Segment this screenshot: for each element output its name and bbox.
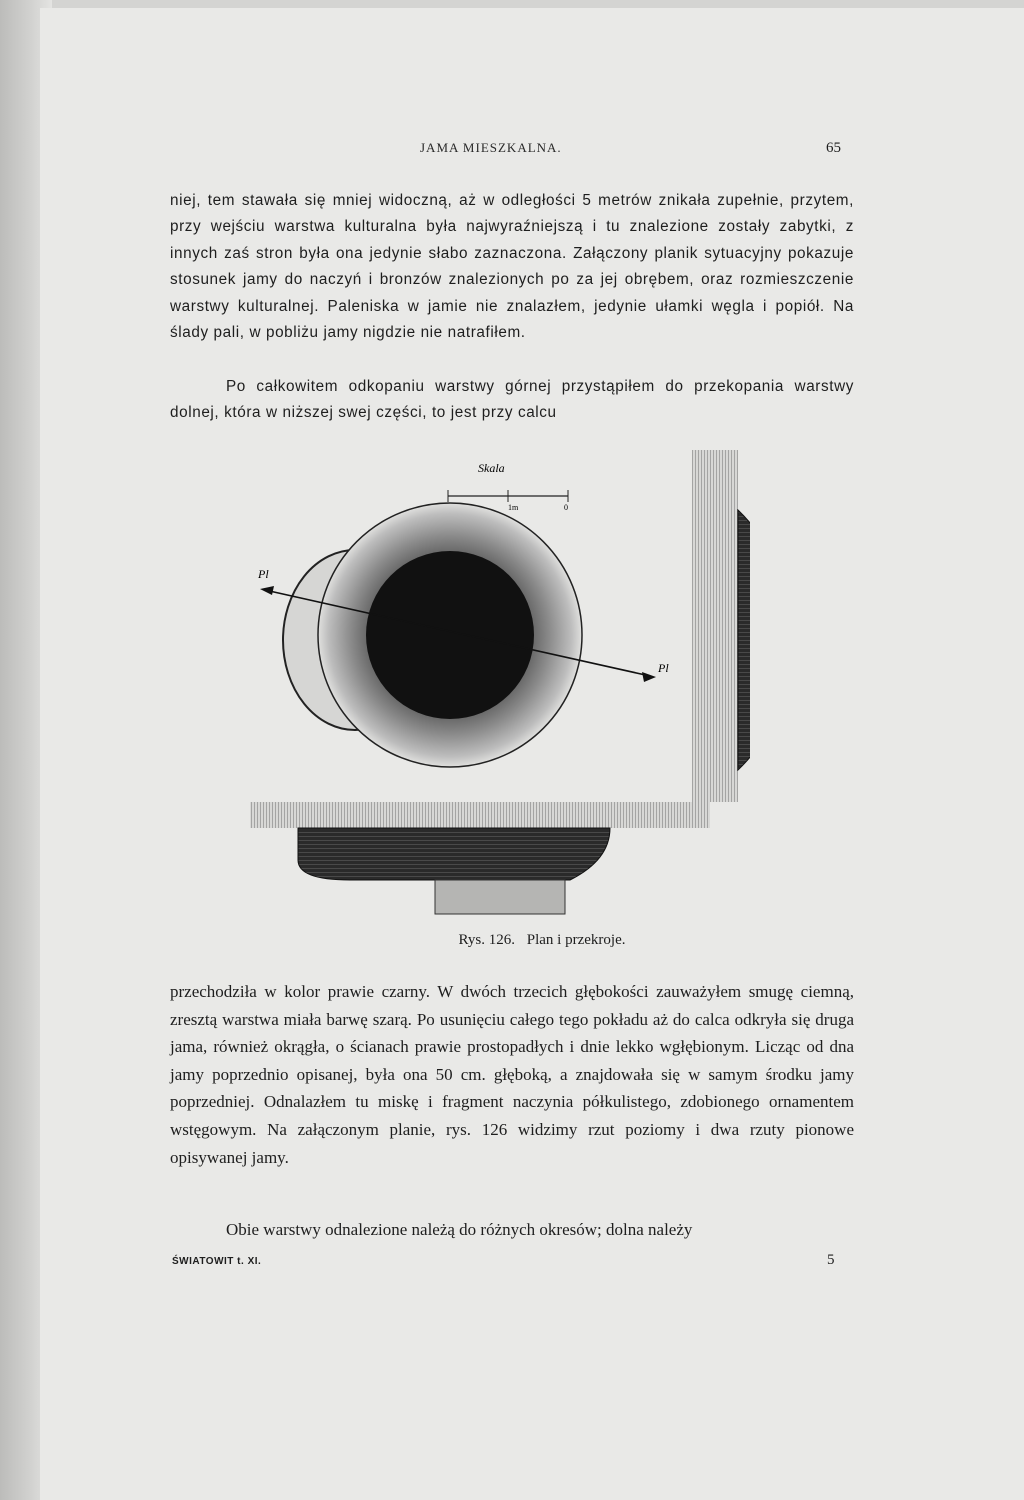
figure-caption [0,932,1024,949]
paragraph-4: Obie warstwy odnalezione należą do różnych okresów; dolna należy [226,1220,693,1239]
scale-label: Skala [478,461,505,475]
caption-text: Plan i przekroje. [526,932,626,948]
signature-mark: 5 [827,1252,835,1268]
journal-footer: ŚWIATOWIT t. XI. [172,1256,262,1267]
plan-view [257,503,669,767]
caption-number: Rys. 126. [458,932,516,948]
scale-tick-0: 0 [564,503,568,512]
running-title: JAMA MIESZKALNA. [420,140,562,155]
figure-plan-and-sections [230,440,750,930]
page-number: 65 [826,140,841,156]
section-label-left: Pl [258,567,269,581]
vertical-section [692,450,750,802]
paragraph-2: Po całkowitem odkopaniu warstwy górnej przystąpiłem do przekopania warstwy dolnej, która w niższej swej części, to jest przy calcu [170,378,854,422]
paragraph-3: przechodziła w kolor prawie czarny. W dwóch trzecich głębokości zauważyłem smugę ciemną, zresztą warstwa miała barwę szarą. Po usunięciu całego tego pokładu aż do calca odkryła się druga jama, również okrągła, o ścianach prawie prostopadłych i dnie lekko wgłębionym. Licząc od dna jamy poprzednio opisanej, była ona 50 cm. głęboką, a znajdowała się w samym środku jamy poprzedniej. Odnalazłem tu miskę i fragment naczynia półkulistego, zdobionego ornamentem wstęgowym. Na załączonym planie, rys. 126 widzimy rzut poziomy i dwa rzuty pionowe opisywanej jamy. [170,982,854,1167]
scale-tick-1m: 1m [508,503,519,512]
horizontal-section [250,802,710,914]
paragraph-1: niej, tem stawała się mniej widoczną, aż w odległości 5 metrów znikała zupełnie, przytem, przy wejściu warstwa kulturalna była najwyraźniejszą i tu znalezione zostały zabytki, z innych zaś stron była ona jedynie słabo zaznaczona. Załączony planik sytuacyjny pokazuje stosunek jamy do naczyń i bronzów znalezionych po za jej obrębem, oraz rozmieszczenie warstwy kulturalnej. Paleniska w jamie nie znalazłem, jedynie ułamki węgla i popiół. Na ślady pali, w pobliżu jamy nigdzie nie natrafiłem. [170,192,854,342]
section-label-right: Pl [658,661,669,675]
